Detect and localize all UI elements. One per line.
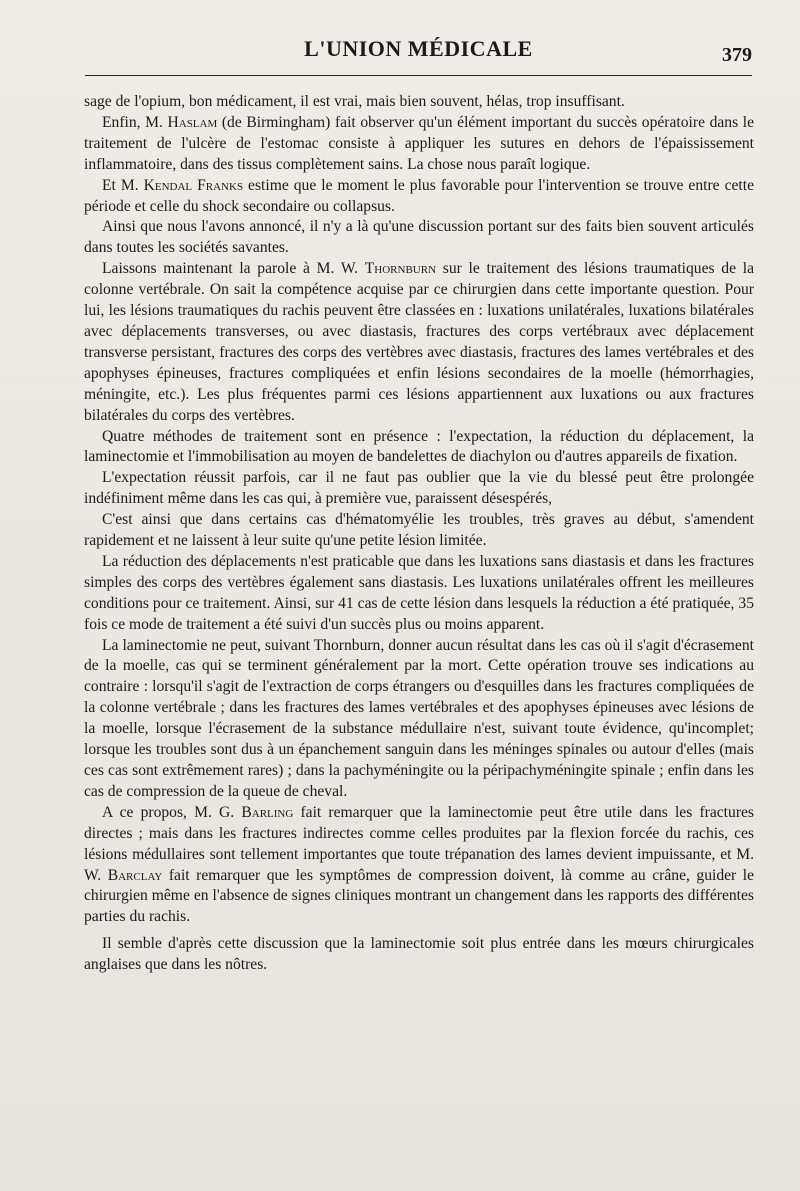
paragraph: [84, 510, 754, 552]
text-run: L'expectation réussit parfois, car il ne faut pas oublier que la vie du blessé peut être prolongée indéfiniment même dans les cas qui, à première vue, paraissent désespérés,: [84, 469, 754, 508]
text-run: Ainsi que nous l'avons annoncé, il n'y a là qu'une discussion portant sur des faits bien souvent articulés dans toutes les sociétés savantes.: [84, 218, 754, 257]
text-run: A ce propos, M. G.: [102, 803, 242, 821]
text-run: sur le traitement des lésions traumatiques de la colonne vertébrale. On sait la compétence acquise par ce chirurgien dans cette importante question. Pour lui, les lésions traumatiques du rachis peuvent être classées en : luxations unilatérales, luxations bilatérales avec déplacements transverses, ou avec diastasis, fractures des corps vertébraux avec déplacement transverse persistant, fractures des corps des vertèbres avec diastasis, fractures des lames vertébrales et des apophyses épineuses, fractures compliquées et enfin lésions secondaires de la moelle (hémorrhagies, méningite, etc.). Les plus fréquentes parmi ces lésions appartiennent aux luxations ou aux fractures bilatérales du corps des vertèbres.: [84, 260, 754, 424]
text-run: Enfin, M.: [102, 113, 168, 131]
text-run: La réduction des déplacements n'est praticable que dans les luxations sans diastasis et dans les fractures simples des corps des vertèbres également sans diastasis. Les luxations unilatérales offrent les meilleures conditions pour ce traitement. Ainsi, sur 41 cas de cette lésion dans lesquels la réduction a été pratiquée, 35 fois ce mode de traitement a été suivi d'un succès plus ou moins apparent.: [84, 552, 754, 633]
text-run: (de Birmingham) fait observer qu'un élément important du succès opératoire dans le traitement de l'ulcère de l'estomac consiste à appliquer les sutures en dehors de l'épaississement inflammatoire, dans des tissus complètement sains. La chose nous paraît logique.: [84, 113, 754, 173]
text-run: estime que le moment le plus favorable pour l'intervention se trouve entre cette période et celle du shock secondaire ou collapsus.: [84, 176, 755, 215]
author-name: Barling: [241, 803, 294, 821]
paragraph: [84, 934, 754, 976]
header-rule: [85, 75, 752, 76]
text-run: fait remarquer que la laminectomie peut être utile dans les fractures directes ; mais dans les fractures indirectes comme celles produites par la flexion forcée du rachis, ces lésions médullaires sont tellement importantes que toute trépanation des lames devient impuissante, et M. W.: [84, 803, 754, 884]
author-name: Haslam: [167, 113, 218, 131]
text-run: Et M.: [102, 176, 144, 194]
author-name: Barclay: [107, 866, 163, 884]
paragraph: [84, 427, 754, 469]
paragraph: [84, 176, 754, 218]
text-run: Il semble d'après cette discussion que la laminectomie soit plus entrée dans les mœurs chirurgicales anglaises que dans les nôtres.: [84, 935, 754, 974]
page-header: [85, 30, 752, 76]
author-name: Kendal Franks: [143, 176, 244, 194]
paragraph: [84, 468, 754, 510]
paragraph: [84, 803, 754, 928]
text-run: La laminectomie ne peut, suivant Thornburn, donner aucun résultat dans les cas où il s'agit d'écrasement de la moelle, cas qui se terminent généralement par la mort. Cette opération trouve ses indications au contraire : lorsqu'il s'agit de l'extraction de corps étrangers ou d'esquilles dans les fractures compliquées de la colonne vertébrale ; dans les fractures des lames vertébrales et des apophyses épineuses avec lésions de la moelle, lorsque l'écrasement de la substance médullaire n'est, suivant toute évidence, qu'incomplet; lorsque les troubles sont dus à un épanchement sanguin dans les méninges spinales ou autour d'elles (mais ces cas sont extrêmement rares) ; dans la pachyméningite ou la péripachyméningite spinale ; enfin dans les cas de compression de la queue de cheval.: [84, 636, 754, 800]
text-run: C'est ainsi que dans certains cas d'hématomyélie les troubles, très graves au début, s'amendent rapidement et ne laissent à leur suite qu'une petite lésion limitée.: [84, 511, 754, 550]
article-body: [84, 92, 754, 976]
running-title: L'UNION MÉDICALE: [304, 36, 533, 61]
paragraph: [84, 552, 754, 636]
text-run: Quatre méthodes de traitement sont en présence : l'expectation, la réduction du déplacement, la laminectomie et l'immobilisation au moyen de bandelettes de diachylon ou d'autres appareils de fixation.: [84, 427, 754, 466]
text-run: sage de l'opium, bon médicament, il est vrai, mais bien souvent, hélas, trop insuffisant.: [84, 93, 625, 110]
paragraph: [84, 92, 754, 113]
author-name: Thornburn: [364, 260, 437, 278]
page-number: 379: [722, 44, 752, 66]
paragraph: [84, 113, 754, 176]
paragraph: [84, 636, 754, 803]
text-run: Laissons maintenant la parole à M. W.: [102, 260, 365, 278]
paragraph: [84, 217, 754, 259]
paragraph: [84, 259, 754, 426]
text-run: fait remarquer que les symptômes de compression doivent, là comme au crâne, guider le chirurgien même en l'absence de signes cliniques montrant un changement dans les rapports des différentes parties du rachis.: [84, 866, 754, 926]
